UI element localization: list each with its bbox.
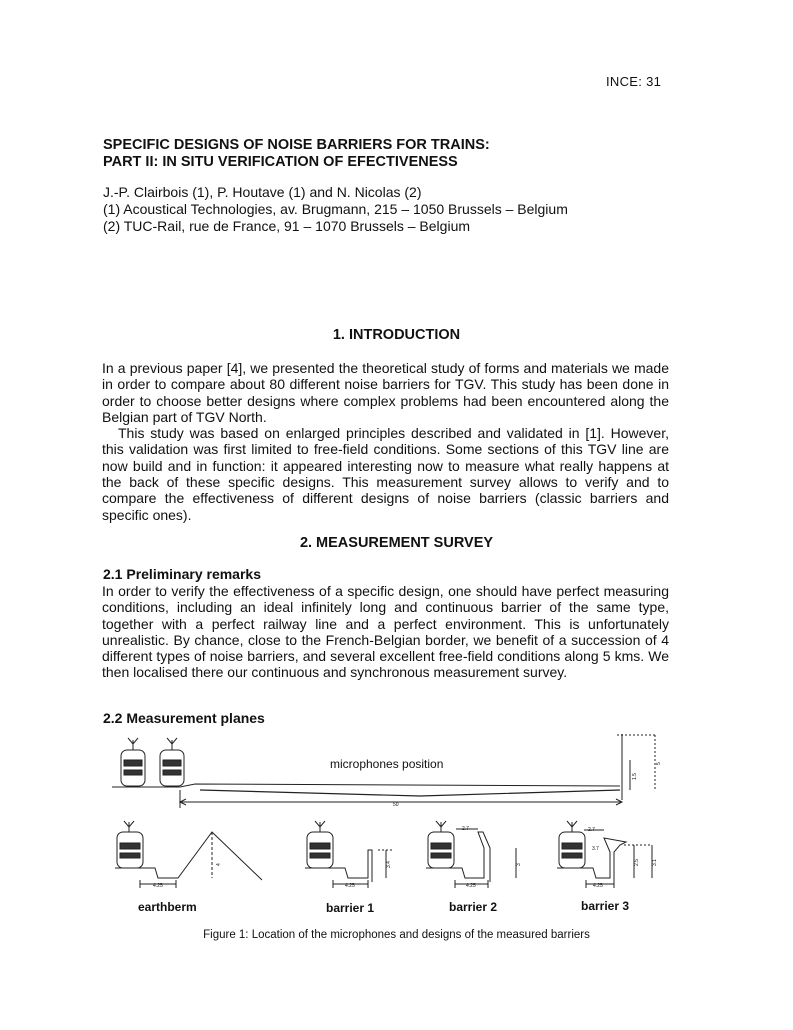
title-line-1: SPECIFIC DESIGNS OF NOISE BARRIERS FOR TRAINS:: [103, 137, 490, 153]
ground-line: [112, 784, 620, 787]
barrier-1-section: [305, 821, 392, 888]
b3-mid-label: 3.7: [592, 846, 599, 852]
title-line-2: PART II: IN SITU VERIFICATION OF EFECTIVENESS: [103, 154, 458, 170]
label-barrier-3: barrier 3: [581, 899, 630, 913]
barrier-2-section: [426, 821, 516, 888]
b3-track-label: 4.25: [593, 883, 603, 889]
b3-top-label: 2.7: [588, 827, 595, 833]
label-barrier-2: barrier 2: [449, 900, 498, 914]
b1-height-label: 3.4: [386, 861, 392, 868]
berm-track-label: 4.25: [153, 883, 163, 889]
label-barrier-1: barrier 1: [326, 901, 375, 915]
affiliation-1: (1) Acoustical Technologies, av. Brugmann, 215 – 1050 Brussels – Belgium: [103, 201, 568, 217]
train-right-icon: [160, 738, 184, 786]
b3-height-label-2: 3.1: [652, 859, 658, 866]
barrier-3-section: [557, 821, 652, 888]
b1-track-label: 4.25: [345, 883, 355, 889]
b2-track-label: 4.25: [466, 883, 476, 889]
preliminary-remarks-heading: 2.1 Preliminary remarks: [103, 566, 261, 582]
intro-heading: 1. INTRODUCTION: [332, 327, 461, 343]
survey-heading: 2. MEASUREMENT SURVEY: [299, 535, 494, 551]
page-reference: INCE: 31: [606, 74, 662, 89]
b2-height-label: 3: [516, 863, 522, 866]
berm-height-label: 4: [216, 863, 222, 866]
b2-top-label: 2.7: [462, 826, 469, 832]
survey-paragraph-1: In order to verify the effectiveness of a specific design, one should have perfect measuring conditions, including an ideal infinitely long and continuous barrier of the same type, together with a perfect railway line and a perfect environment. This is unfortunately unrealistic. By chance, close to the French-Belgian border, we benefit of a succession of 4 different types of noise barriers, and several excellent free-field conditions along 5 kms. We then localised there our continuous and synchronous measurement survey.: [102, 583, 669, 681]
mic-position-label: microphones position: [330, 757, 444, 771]
train-left-icon: [121, 738, 145, 786]
figure-caption: Figure 1: Location of the microphones and designs of the measured barriers: [203, 929, 590, 941]
mic-height-label: 1.5: [632, 773, 638, 780]
label-earthberm: earthberm: [138, 900, 197, 914]
intro-paragraph-1: In a previous paper [4], we presented the theoretical study of forms and materials we made in order to compare about 80 different noise barriers for TGV. This study has been done in order to choose better designs where complex problems had been encountered along the Belgian part of TGV North.: [102, 360, 669, 425]
distance-label: 50: [393, 802, 399, 808]
earthberm-section: [115, 821, 262, 888]
affiliation-2: (2) TUC-Rail, rue de France, 91 – 1070 Brussels – Belgium: [103, 218, 471, 234]
intro-paragraph-2: This study was based on enlarged principles described and validated in [1]. However, this validation was first limited to free-field conditions. Some sections of this TGV line are now build and in function: it appeared interesting now to measure what really happens at the back of these specific designs. This measurement survey allows to verify and to compare the effectiveness of different designs of noise barriers (classic barriers and specific ones).: [102, 425, 669, 523]
b3-height-label-1: 2.5: [634, 859, 640, 866]
mast-height-label: 5: [656, 762, 662, 765]
measurement-planes-heading: 2.2 Measurement planes: [103, 710, 265, 726]
author-names: J.-P. Clairbois (1), P. Houtave (1) and N. Nicolas (2): [103, 184, 422, 200]
